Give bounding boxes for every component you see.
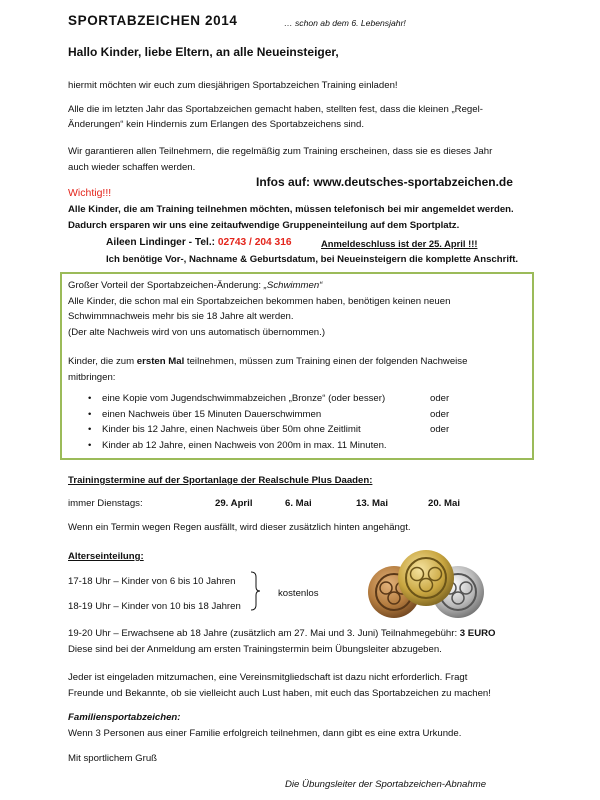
advantage-prefix: Großer Vorteil der Sportabzeichen-Änderung: [68, 280, 264, 291]
rain-note: Wenn ein Termin wegen Regen ausfällt, wird dieser zusätzlich hinten angehängt. [68, 522, 411, 533]
registration-deadline: Anmeldeschluss ist der 25. April !!! [321, 238, 478, 249]
rules-line-2: Änderungen“ kein Hindernis zum Erlangen des Sportabzeichens sind. [68, 119, 364, 130]
family-text: Wenn 3 Personen aus einer Familie erfolgreich teilnehmen, dann gibt es eine extra Urkunde. [68, 728, 462, 739]
regards: Mit sportlichem Gruß [68, 753, 158, 764]
adults-line-2: Diese sind bei der Anmeldung am ersten Trainingstermin beim Übungsleiter abzugeben. [68, 644, 442, 655]
infos-link-text: Infos auf: www.deutsches-sportabzeichen.de [256, 175, 513, 189]
greeting: Hallo Kinder, liebe Eltern, an alle Neueinsteiger, [68, 45, 339, 59]
list-item [80, 408, 450, 424]
sportabzeichen-badges-image [364, 546, 488, 622]
training-label: immer Dienstags: [68, 498, 143, 509]
signature: Die Übungsleiter der Sportabzeichen-Abnahme [285, 779, 487, 790]
invite-all-line-2: Freunde und Bekannte, ob sie vielleicht auch Lust haben, mit euch das Sportabzeichen zu machen! [68, 688, 491, 699]
gold-badge-icon [398, 550, 454, 606]
list-item-or: oder [430, 393, 450, 404]
training-heading: Trainingstermine auf der Sportanlage der Realschule Plus Daaden: [68, 475, 373, 486]
contact-line [106, 236, 292, 249]
important-line-2: Dadurch ersparen wir uns eine zeitaufwendige Gruppeneinteilung auf dem Sportplatz. [68, 220, 460, 231]
first-time-line-2: mitbringen: [68, 372, 116, 383]
list-item-text: einen Nachweis über 15 Minuten Dauerschwimmen [102, 408, 322, 420]
list-item-text: eine Kopie vom Jugendschwimmabzeichen „Bronze“ (oder besser) [102, 393, 386, 404]
list-item [80, 392, 450, 408]
ages-heading: Alterseinteilung: [68, 551, 144, 562]
required-info: Ich benötige Vor-, Nachname & Geburtsdatum, bei Neueinsteigern die komplette Anschrift. [106, 254, 519, 265]
bullet: • [88, 424, 92, 435]
guarantee-line-2: auch wieder schaffen werden. [68, 162, 196, 173]
list-item-text: Kinder ab 12 Jahre, einen Nachweis von 200m in max. 11 Minuten. [102, 439, 387, 451]
first-time-line [68, 355, 467, 368]
guarantee-line-1: Wir garantieren allen Teilnehmern, die regelmäßig zum Training erscheinen, dass sie es dieses Jahr [68, 146, 493, 157]
page-subtitle: … schon ab dem 6. Lebensjahr! [284, 18, 406, 28]
page-title: SPORTABZEICHEN 2014 [68, 13, 238, 28]
training-date: 20. Mai [428, 498, 460, 509]
first-time-c: teilnehmen, müssen zum Training einen der folgenden Nachweise [184, 356, 468, 367]
training-date: 29. April [215, 498, 253, 509]
list-item-or: oder [430, 408, 450, 420]
training-date: 13. Mai [356, 498, 388, 509]
box-line-3: (Der alte Nachweis wird von uns automatisch übernommen.) [68, 327, 326, 338]
adults-fee: 3 EURO [459, 628, 496, 639]
box-line-2: Schwimmnachweis mehr bis sie 18 Jahre alt werden. [68, 311, 294, 322]
training-date: 6. Mai [285, 498, 312, 509]
bullet: • [88, 393, 92, 404]
brace-icon [250, 571, 260, 611]
free-label: kostenlos [278, 588, 319, 599]
bullet: • [88, 408, 92, 420]
list-item-text: Kinder bis 12 Jahre, einen Nachweis über 50m ohne Zeitlimit [102, 424, 361, 435]
box-line-1: Alle Kinder, die schon mal ein Sportabzeichen bekommen haben, benötigen keinen neuen [68, 296, 451, 307]
family-heading: Familiensportabzeichen: [68, 712, 181, 723]
adults-text: 19-20 Uhr – Erwachsene ab 18 Jahre (zusätzlich am 27. Mai und 3. Juni) Teilnahmegebühr: [68, 628, 460, 639]
list-item [80, 423, 450, 439]
rules-line-1: Alle die im letzten Jahr das Sportabzeichen gemacht haben, stellten fest, dass die kleinen „Regel- [68, 104, 483, 115]
contact-phone: 02743 / 204 316 [217, 237, 292, 248]
invite-text: hiermit möchten wir euch zum diesjährigen Sportabzeichen Training einladen! [68, 80, 398, 91]
advantage-line [68, 279, 322, 292]
important-line-1: Alle Kinder, die am Training teilnehmen möchten, müssen telefonisch bei mir angemeldet werden. [68, 204, 514, 215]
important-label: Wichtig!!! [68, 187, 112, 199]
contact-name: Aileen Lindinger - Tel.: [106, 237, 218, 248]
first-time-a: Kinder, die zum [68, 356, 137, 367]
age-slot: 17-18 Uhr – Kinder von 6 bis 10 Jahren [68, 576, 236, 587]
bullet: • [88, 439, 92, 451]
invite-all-line-1: Jeder ist eingeladen mitzumachen, eine Vereinsmitgliedschaft ist dazu nicht erforderlich. Fragt [68, 672, 468, 683]
adults-line [68, 627, 496, 640]
proof-list [80, 392, 450, 454]
list-item [80, 439, 387, 455]
age-slot: 18-19 Uhr – Kinder von 10 bis 18 Jahren [68, 601, 241, 612]
first-time-b: ersten Mal [136, 356, 185, 367]
advantage-topic: „Schwimmen“ [263, 280, 323, 291]
list-item-or: oder [430, 424, 450, 435]
